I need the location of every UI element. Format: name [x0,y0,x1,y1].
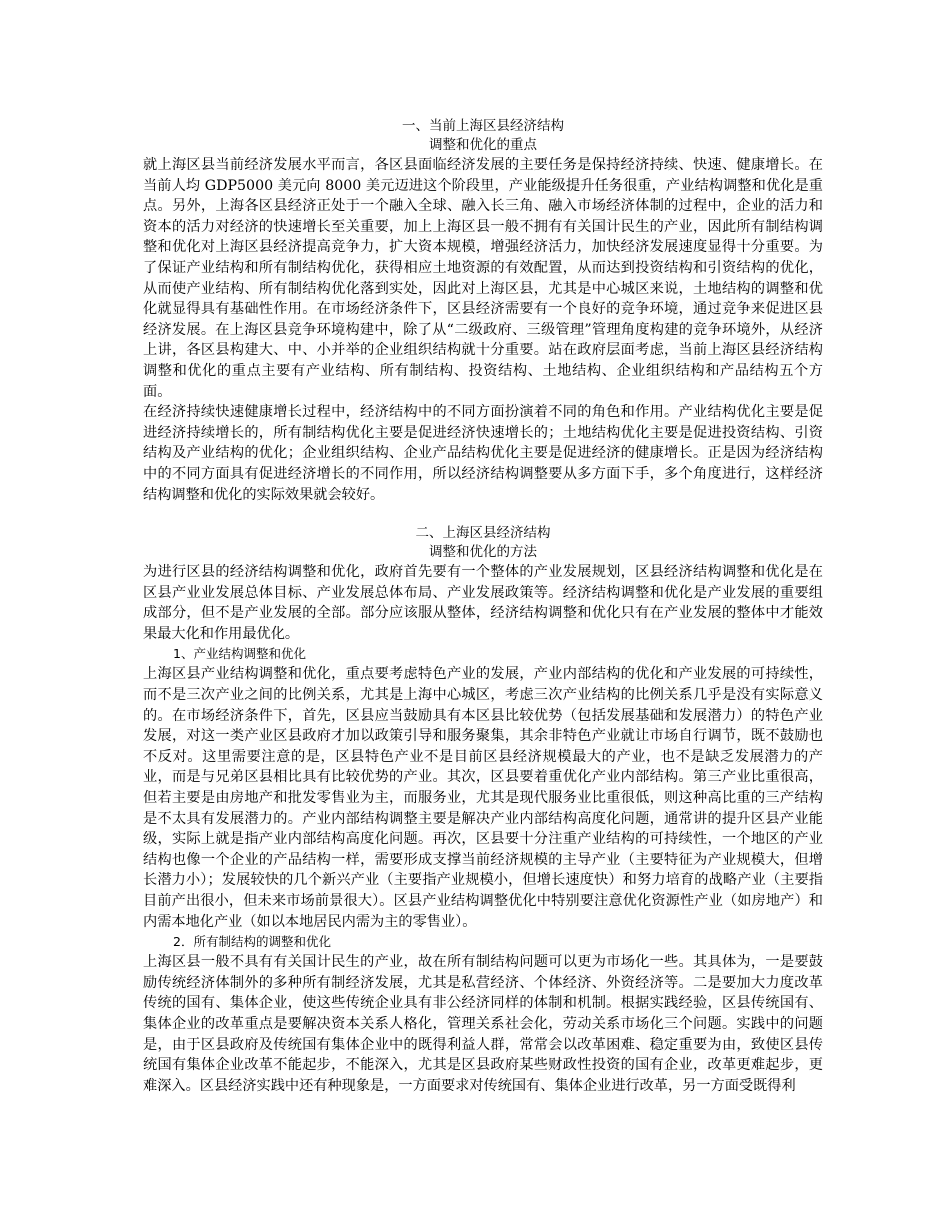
section2-title: 二、上海区县经济结构 [415,525,551,542]
section2-subtitle: 调整和优化的方法 [429,544,537,561]
section1-paragraph-1: 就上海区县当前经济发展水平而言，各区县面临经济发展的主要任务是保持经济持续、快速、健康增长。在当前人均 GDP5000 美元向 8000 美元迈进这个阶段里，产业能级提升任务很重，产业结构调整和优化是重点。另外，上海各区县经济正处于一个融入全球、融入长三角、融入市场经济体制的过程中，企业的活力和资本的活力对经济的快速增长至关重要，加上上海区县一般不拥有有关国计民生的产业，因此所有制结构调整和优化对上海区县经济提高竞争力，扩大资本规模，增强经济活力，加快经济发展速度显得十分重要。为了保证产业结构和所有制结构优化，获得相应土地资源的有效配置，从而达到投资结构和引资结构的优化，从而使产业结构、所有制结构优化落到实处，因此对上海区县，尤其是中心城区来说，土地结构的调整和优化就显得具有基础性作用。在市场经济条件下，区县经济需要有一个良好的竞争环境，通过竞争来促进区县经济发展。在上海区县竞争环境构建中，除了从“二级政府、三级管理”管理角度构建的竞争环境外，从经济上讲，各区县构建大、中、小并举的企业组织结构就十分重要。站在政府层面考虑，当前上海区县经济结构调整和优化的重点主要有产业结构、所有制结构、投资结构、土地结构、企业组织结构和产品结构五个方面。 [143,157,823,400]
section1-title: 一、当前上海区县经济结构 [402,118,564,134]
subsection-2-title: 2．所有制结构的调整和优化 [173,934,331,950]
section1-subtitle: 调整和优化的重点 [429,137,537,153]
section2-paragraph-1: 为进行区县的经济结构调整和优化，政府首先要有一个整体的产业发展规划，区县经济结构调整和优化是在区县产业业发展总体目标、产业发展总体布局、产业发展政策等。经济结构调整和优化是产业发展的重要组成部分，但不是产业发展的全部。部分应该服从整体，经济结构调整和优化只有在产业发展的整体中才能效果最大化和作用最优化。 [143,564,823,642]
subsection-1-paragraph: 上海区县产业结构调整和优化，重点要考虑特色产业的发展，产业内部结构的优化和产业发展的可持续性，而不是三次产业之间的比例关系，尤其是上海中心城区，考虑三次产业结构的比例关系几乎是没有实际意义的。在市场经济条件下，首先，区县应当鼓励具有本区县比较优势（包括发展基础和发展潜力）的特色产业发展，对这一类产业区县政府才加以政策引导和服务聚集，其余非特色产业就让市场自行调节，既不鼓励也不反对。这里需要注意的是，区县特色产业不是目前区县经济规模最大的产业，也不是缺乏发展潜力的产业，而是与兄弟区县相比具有比较优势的产业。其次，区县要着重优化产业内部结构。第三产业比重很高，但若主要是由房地产和批发零售业为主，而服务业，尤其是现代服务业比重很低，则这种高比重的三产结构是不太具有发展潜力的。产业内部结构调整主要是解决产业内部结构高度化问题，通常讲的提升区县产业能级，实际上就是指产业内部结构高度化问题。再次，区县要十分注重产业结构的可持续性，一个地区的产业结构也像一个企业的产品结构一样，需要形成支撑当前经济规模的主导产业（主要特征为产业规模大，但增长潜力小）；发展较快的几个新兴产业（主要指产业规模小，但增长速度快）和努力培育的战略产业（主要指目前产出很小，但未来市场前景很大）。区县产业结构调整优化中特别要注意优化资源性产业（如房地产）和内需本地化产业（如以本地居民内需为主的零售业）。 [143,666,823,930]
subsection-1-title: 1、产业结构调整和优化 [173,646,306,662]
section-spacer [143,505,823,523]
subsection-2-paragraph: 上海区县一般不具有有关国计民生的产业，故在所有制结构问题可以更为市场化一些。其具体为，一是要鼓励传统经济体制外的多种所有制经济发展，尤其是私营经济、个体经济、外资经济等。二是要加大力度改革传统的国有、集体企业，使这些传统企业具有非公经济同样的体制和机制。根据实践经验，区县传统国有、集体企业的改革重点是要解决资本关系人格化，管理关系社会化，劳动关系市场化三个问题。实践中的问题是，由于区县政府及传统国有集体企业中的既得利益人群，常常会以改革困难、稳定重要为由，致使区县传统国有集体企业改革不能起步，不能深入，尤其是区县政府某些财政性投资的国有企业，改革更难起步，更难深入。区县经济实践中还有种现象是，一方面要求对传统国有、集体企业进行改革，另一方面受既得利 [143,954,823,1094]
section1-paragraph-2: 在经济持续快速健康增长过程中，经济结构中的不同方面扮演着不同的角色和作用。产业结构优化主要是促进经济持续增长的，所有制结构优化主要是促进经济快速增长的；土地结构优化主要是促进投资结构、引资结构及产业结构的优化；企业组织结构、企业产品结构优化主要是促进经济的健康增长。正是因为经济结构中的不同方面具有促进经济增长的不同作用，所以经济结构调整要从多方面下手，多个角度进行，这样经济结构调整和优化的实际效果就会较好。 [143,404,823,503]
document-page [143,116,823,1096]
